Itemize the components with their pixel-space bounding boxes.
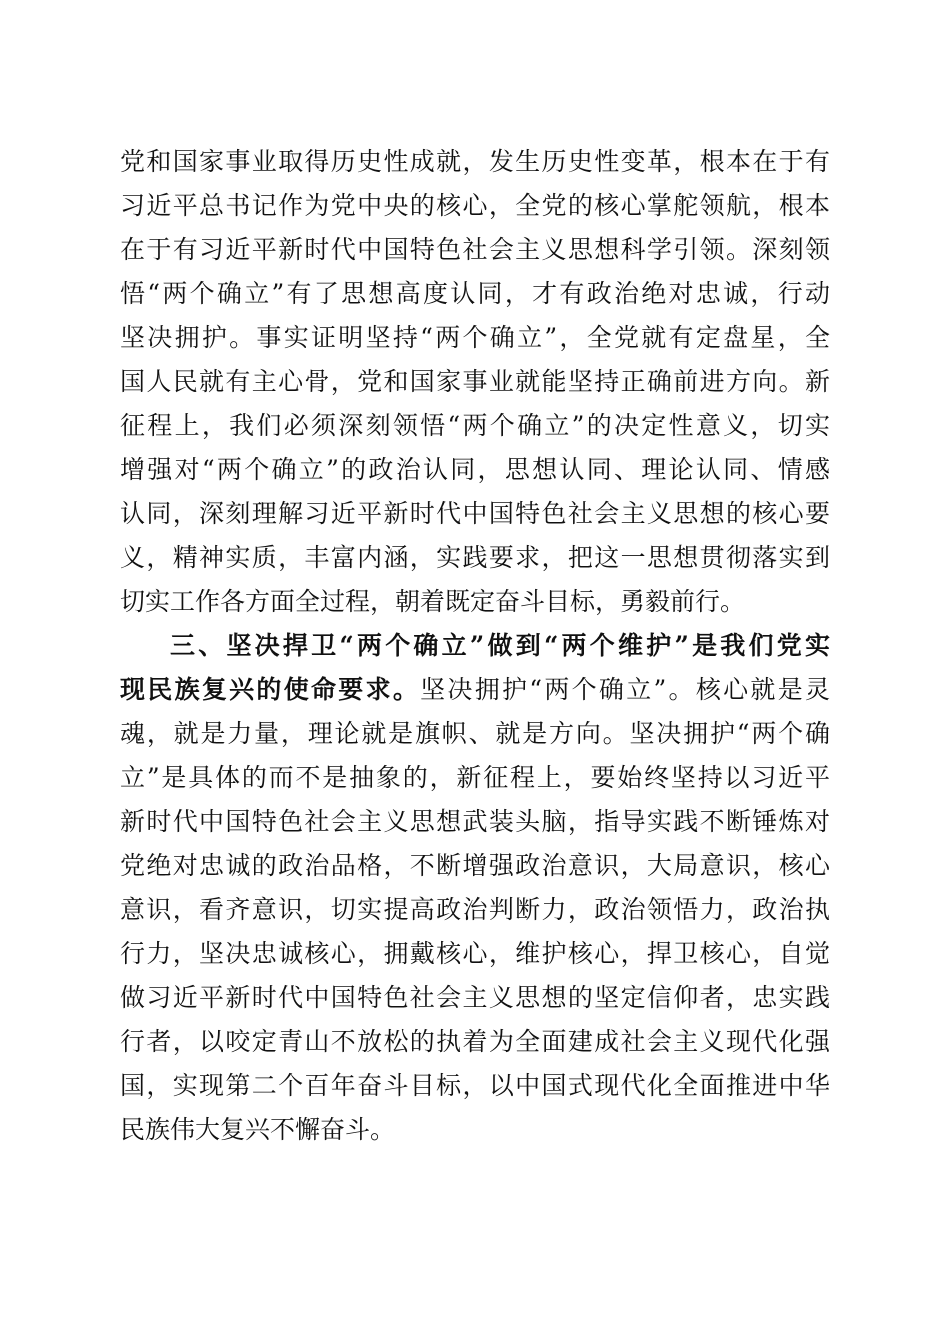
paragraph-line: 做习近平新时代中国特色社会主义思想的坚定信仰者，忠实践	[120, 983, 830, 1012]
paragraph-2	[120, 624, 830, 1152]
paragraph-line: 习近平总书记作为党中央的核心，全党的核心掌舵领航，根本	[120, 191, 830, 220]
paragraph-line: 党绝对忠诚的政治品格，不断增强政治意识，大局意识，核心	[120, 851, 830, 880]
paragraph-line: 国，实现第二个百年奋斗目标，以中国式现代化全面推进中华	[120, 1071, 830, 1100]
paragraph-line: 国人民就有主心骨，党和国家事业就能坚持正确前进方向。新	[120, 367, 830, 396]
section-heading: 三、坚决捍卫“两个确立”做到“两个维护”是我们党实	[170, 631, 830, 660]
paragraph-line: 认同，深刻理解习近平新时代中国特色社会主义思想的核心要	[120, 499, 830, 528]
paragraph-line: 悟“两个确立”有了思想高度认同，才有政治绝对忠诚，行动	[120, 279, 830, 308]
paragraph-line: 魂，就是力量，理论就是旗帜、就是方向。坚决拥护“两个确	[120, 719, 830, 748]
paragraph-line: 切实工作各方面全过程，朝着既定奋斗目标，勇毅前行。	[120, 587, 746, 616]
paragraph-line: 义，精神实质，丰富内涵，实践要求，把这一思想贯彻落实到	[120, 543, 830, 572]
paragraph-line: 行力，坚决忠诚核心，拥戴核心，维护核心，捍卫核心，自觉	[120, 939, 830, 968]
paragraph-line	[120, 668, 830, 712]
paragraph-line: 立”是具体的而不是抽象的，新征程上，要始终坚持以习近平	[120, 763, 830, 792]
paragraph-line: 新时代中国特色社会主义思想武装头脑，指导实践不断锤炼对	[120, 807, 830, 836]
paragraph-text: 坚决拥护“两个确立”。核心就是灵	[420, 675, 830, 704]
paragraph-line: 民族伟大复兴不懈奋斗。	[120, 1115, 396, 1144]
paragraph-line: 行者，以咬定青山不放松的执着为全面建成社会主义现代化强	[120, 1027, 830, 1056]
paragraph-line: 坚决拥护。事实证明坚持“两个确立”，全党就有定盘星，全	[120, 323, 830, 352]
paragraph-1	[120, 140, 830, 624]
paragraph-line: 征程上，我们必须深刻领悟“两个确立”的决定性意义，切实	[120, 411, 830, 440]
section-heading-continuation: 现民族复兴的使命要求。	[120, 675, 421, 704]
paragraph-line: 党和国家事业取得历史性成就，发生历史性变革，根本在于有	[120, 147, 830, 176]
paragraph-line: 增强对“两个确立”的政治认同，思想认同、理论认同、情感	[120, 455, 830, 484]
paragraph-line: 在于有习近平新时代中国特色社会主义思想科学引领。深刻领	[120, 235, 830, 264]
document-body	[120, 140, 830, 1152]
paragraph-line: 意识，看齐意识，切实提高政治判断力，政治领悟力，政治执	[120, 895, 830, 924]
